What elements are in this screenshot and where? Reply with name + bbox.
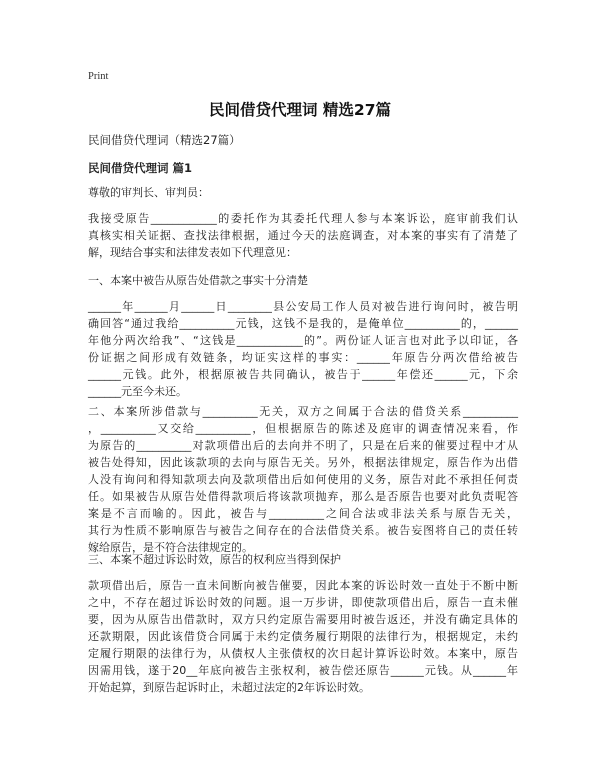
- point3-line: 开始起算，到原告起诉时止，未超过法定的2年诉讼时效。: [88, 681, 370, 694]
- point1-line: ______元钱。此外，根据原被告共同确认，被告于______年偿还______元，下余: [88, 368, 518, 381]
- point2-line: 任。如果被告从原告处借得款项后将该款项抛弃，那么是否原告也要对此负责呢答: [88, 490, 518, 503]
- salutation: [88, 184, 518, 201]
- point1-line: 份证据之间形成有效链条，均证实这样的事实：______年原告分两次借给被告: [88, 351, 518, 364]
- point3-heading: [88, 551, 518, 568]
- document-title: 民间借贷代理词 精选27篇: [209, 101, 391, 119]
- point3-line: 之中，不存在超过诉讼时效的问题。退一万步讲，即使款项借出后，原告一直未催: [88, 596, 518, 609]
- intro-line: 解，现结合事实和法律发表如下代理意见：: [88, 246, 297, 259]
- point2-line: 嫁给原告，是不符合法律规定的。: [88, 541, 253, 554]
- intro-line: 我接受原告____________的委托作为其委托代理人参与本案诉讼，庭审前我们认: [88, 212, 518, 225]
- point2-paragraph: [88, 403, 518, 556]
- point2-heading-line: 二、本案所涉借款与__________无关，双方之间属于合法的借贷关系__________: [88, 405, 518, 418]
- point1-heading-line: 一、本案中被告从原告处借款之事实十分清楚: [88, 274, 308, 287]
- point1-line: ______年______月______日________县公安局工作人员对被告进行询问时，被告明: [88, 300, 518, 313]
- salutation-line: 尊敬的审判长、审判员：: [88, 186, 209, 199]
- point3-paragraph: [88, 577, 518, 696]
- point1-heading: [88, 272, 518, 289]
- point1-line: 年他分两次给我”、“这钱是____________的”。两份证人证言也对此予以印证，各: [88, 334, 518, 347]
- intro-paragraph: [88, 210, 518, 261]
- point3-line: 定履行期限的法律行为，从债权人主张债权的次日起计算诉讼时效。本案中，原告: [88, 647, 518, 660]
- point2-line: 被告处得知，因此该款项的去向与原告无关。另外，根据法律规定，原告作为出借: [88, 456, 518, 469]
- point3-line: 要，因为从原告出借款时，双方只约定原告需要用时被告返还，并没有确定具体的: [88, 613, 518, 626]
- section-heading: 民间借贷代理词 篇1: [88, 161, 193, 175]
- point3-line: 款项借出后，原告一直未间断向被告催要，因此本案的诉讼时效一直处于不断中断: [88, 579, 518, 592]
- point2-line: 其行为性质不影响原告与被告之间存在的合法借贷关系。被告妄图将自己的责任转: [88, 524, 518, 537]
- point2-line: 为原告的__________对款项借出后的去向并不明了，只是在后来的催要过程中才从: [88, 439, 518, 452]
- point3-line: 因需用钱，遂于20__年底向被告主张权利，被告偿还原告______元钱。从______年: [88, 664, 518, 677]
- point1-paragraph: [88, 298, 518, 400]
- point2-line: 案是不言而喻的。因此，被告与__________之间合法或非法关系与原告无关，: [88, 507, 518, 520]
- point2-line: ，__________又交给__________，但根据原告的陈述及庭审的调查情况来看，作: [88, 422, 518, 435]
- point1-line: ______元至今未还。: [88, 385, 187, 398]
- point2-line: 人没有询问和得知款项去向及款项借出后如何使用的义务，原告对此不承担任何责: [88, 473, 518, 486]
- intro-line: 真核实相关证据、查找法律根据，通过今天的法庭调查，对本案的事实有了清楚了: [88, 229, 518, 242]
- point3-line: 还款期限，因此该借贷合同属于未约定债务履行期限的法律行为，根据规定，未约: [88, 630, 518, 643]
- print-label: Print: [88, 71, 109, 82]
- document-subtitle: 民间借贷代理词（精选27篇）: [88, 133, 241, 147]
- point1-line: 确回答“通过我给__________元钱，这钱不是我的，是俺单位__________的，______: [88, 317, 518, 330]
- point3-heading-line: 三、本案不超过诉讼时效，原告的权利应当得到保护: [88, 553, 341, 566]
